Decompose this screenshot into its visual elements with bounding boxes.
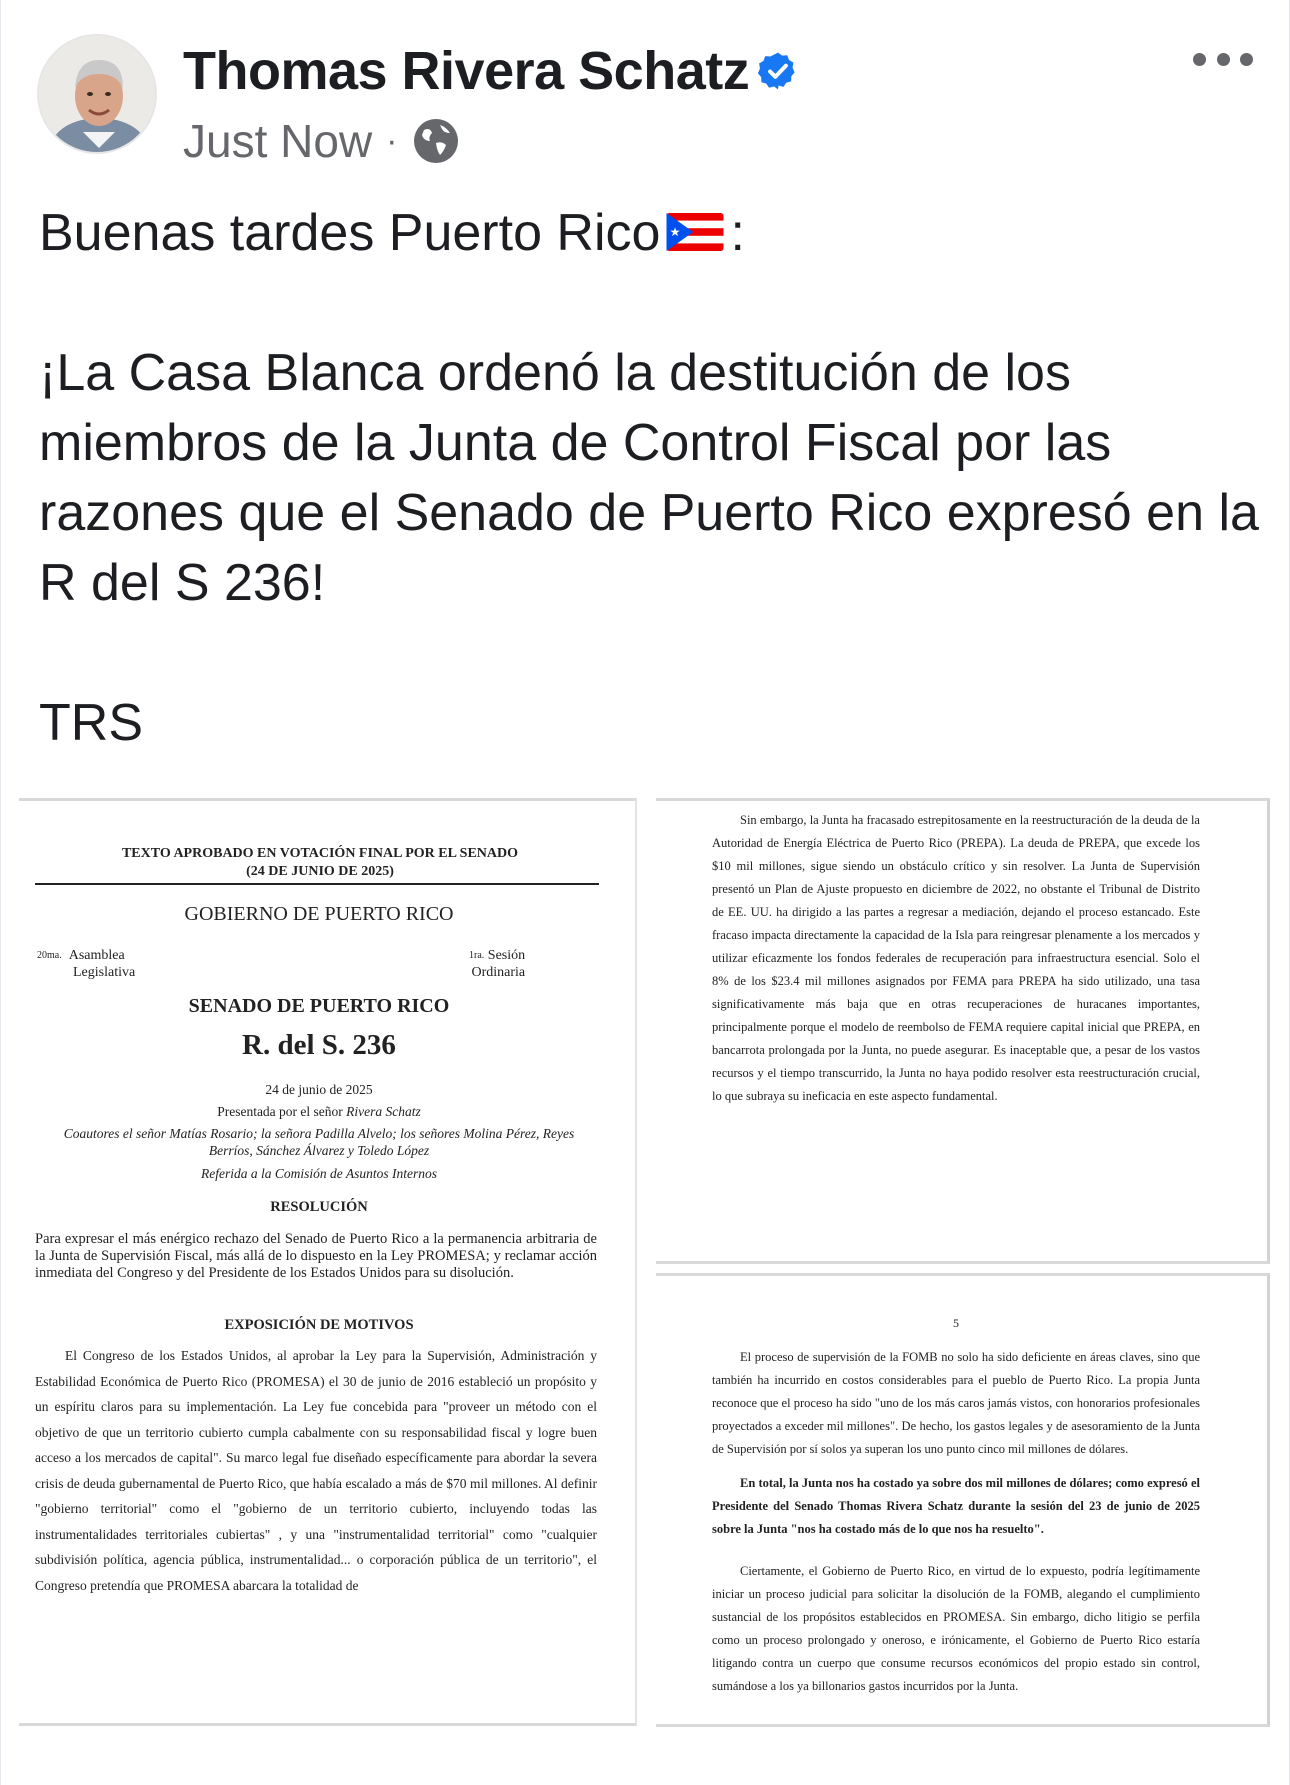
doc-divider xyxy=(35,883,599,885)
doc-presented xyxy=(19,1103,619,1120)
doc-asamblea-word: Asamblea xyxy=(68,948,125,963)
doc-presented-prefix: Presentada por el señor xyxy=(217,1104,343,1119)
doc-legislativa: Legislativa xyxy=(73,965,136,980)
author-name-text[interactable]: Thomas Rivera Schatz xyxy=(183,41,750,101)
doc-exposicion-text: El Congreso de los Estados Unidos, al aprobar la Ley para la Supervisión, Administración y Estabilidad Económica de Puerto Rico (PROMESA) el 30 de junio de 2016 estableció un propósito y un espíritu claros para su implementación. La Ley fue concebida para "proveer un método con el objetivo de que un territorio cubierto cumpla cabalmente con su responsabilidad fiscal y logre buen acceso a los mercados de capital". Su marco legal fue diseñado específicamente para abordar la severa crisis de deuda gubernamental de Puerto Rico, que había escalado a más de $70 mil millones. Al definir "gobierno territorial" como el "gobierno de un territorio cubierto, incluyendo todas las instrumentalidades territoriales cubiertas" , y una "instrumentalidad territorial" como "cualquier subdivisión política, agencia pública, instrumentalidad... o corporación pública de un territorio", el Congreso pretendía que PROMESA abarcara la totalidad de xyxy=(35,1348,597,1593)
message-spacer xyxy=(39,268,1259,338)
more-dot xyxy=(1240,53,1253,66)
message-headline: ¡La Casa Blanca ordenó la destitución de los miembros de la Junta de Control Fiscal por las razones que el Senado de Puerto Rico expresó en la R del S 236! xyxy=(39,344,1259,612)
verified-badge-icon xyxy=(757,50,799,92)
message-signature: TRS xyxy=(39,694,143,752)
doc-page-3-para-2: En total, la Junta nos ha costado ya sobre dos mil millones de dólares; como expresó el Presidente del Senado Thomas Rivera Schatz durante la sesión del 23 de junio de 2025 sobre la Junta "nos ha costado más de lo que nos ha resuelto". xyxy=(712,1476,1200,1536)
doc-senado: SENADO DE PUERTO RICO xyxy=(188,995,450,1017)
post-meta xyxy=(183,114,460,168)
doc-ordinaria: Ordinaria xyxy=(471,965,526,980)
doc-page-2-text: Sin embargo, la Junta ha fracasado estrepitosamente en la reestructuración de la deuda de la Autoridad de Energía Eléctrica de Puerto Rico (PREPA). La deuda de PREPA, que excede los $10 mil millones, sigue siendo un obstáculo crítico y sin resolver. La Junta de Supervisión presentó un Plan de Ajuste propuesto en diciembre de 2022, no obstante el Tribunal de Distrito de EE. UU. ha dirigido a las partes a regresar a mediación, dejando el proceso estancado. Este fracaso impacta directamente la capacidad de la Isla para reingresar plenamente a los mercados y utilizar eficazmente los fondos federales de recuperación para infraestructura esencial. Solo el 8% de los $23.4 mil millones asignados por FEMA para PREPA ha sido utilizado, una tasa significativamente más baja que en otras recuperaciones de huracanes importantes, principalmente porque el modelo de reembolso de FEMA requiere capital inicial que PREPA, en bancarrota prolongada por la Junta, no puede asegurar. Es inaceptable que, a pesar de los vastos recursos y el tiempo transcurrido, la Junta no haya podido resolver esta reestructuración crucial, lo que subraya su ineficacia en este aspecto fundamental. xyxy=(712,813,1200,1103)
message-greeting: Buenas tardes Puerto Rico xyxy=(39,204,661,262)
doc-resolucion-text: Para expresar el más enérgico rechazo del Senado de Puerto Rico a la permanencia arbitraria de la Junta de Supervisión Fiscal, más allá de lo dispuesto en la Ley PROMESA; y reclamar acción inmediata del Congreso y del Presidente de los Estados Unidos para su disolución. xyxy=(35,1231,597,1281)
doc-asamblea xyxy=(37,947,135,981)
doc-date: 24 de junio de 2025 xyxy=(265,1082,373,1097)
doc-page-3-para-3: Ciertamente, el Gobierno de Puerto Rico, en virtud de lo expuesto, podría legítimamente iniciar un proceso judicial para solicitar la disolución de la FOMB, alegando el cumplimiento sustancial de los propósitos establecidos en PROMESA. Sin embargo, dicho litigio se perfila como un proceso prolongado y oneroso, e irónicamente, el Gobierno de Puerto Rico estaría litigando contra un cuerpo que consume recursos económicos del propio estado sin control, sumándose a los ya billonarios gastos incurridos por la Junta. xyxy=(712,1564,1200,1693)
doc-header-title: TEXTO APROBADO EN VOTACIÓN FINAL POR EL SENADO xyxy=(121,846,519,861)
doc-asamblea-num: 20ma. xyxy=(37,950,62,961)
doc-page-3-para-1: El proceso de supervisión de la FOMB no solo ha sido deficiente en áreas claves, sino que también ha incurrido en costos considerables para el pueblo de Puerto Rico. La propia Junta reconoce que el proceso ha sido "uno de los más caros jamás vistos, con honorarios profesionales proyectados a exceder mil millones". De hecho, los gastos legales y de asesoramiento de la Junta de Supervisión por sí solos ya superan los uno punto cinco mil millones de dólares. xyxy=(712,1350,1200,1456)
doc-government: GOBIERNO DE PUERTO RICO xyxy=(184,903,454,925)
doc-header-date: (24 DE JUNIO DE 2025) xyxy=(246,864,394,879)
puerto-rico-flag-icon xyxy=(666,213,724,251)
doc-header xyxy=(35,845,605,881)
message-greeting-suffix: : xyxy=(730,204,745,262)
doc-page-number: 5 xyxy=(953,1316,959,1330)
doc-sesion-word: Sesión xyxy=(487,948,526,963)
doc-presented-by: Rivera Schatz xyxy=(346,1104,421,1119)
message-spacer xyxy=(39,618,1259,688)
author-name[interactable] xyxy=(183,40,799,102)
globe-icon[interactable] xyxy=(412,117,460,165)
doc-coauthors: Coautores el señor Matías Rosario; la señora Padilla Alvelo; los señores Molina Pérez, Reyes Berríos, Sánchez Álvarez y Toledo López xyxy=(63,1126,575,1158)
doc-exposicion-title: EXPOSICIÓN DE MOTIVOS xyxy=(224,1317,414,1333)
more-dot xyxy=(1193,53,1206,66)
more-dot xyxy=(1217,53,1230,66)
message-greeting-line xyxy=(39,198,1259,268)
doc-resolucion-title: RESOLUCIÓN xyxy=(270,1199,368,1215)
document-image-page-1[interactable] xyxy=(19,798,637,1726)
document-image-page-2[interactable] xyxy=(656,798,1270,1264)
doc-referred: Referida a la Comisión de Asuntos Internos xyxy=(201,1166,437,1181)
post-timestamp[interactable]: Just Now xyxy=(183,115,373,167)
doc-resolution-id: R. del S. 236 xyxy=(242,1029,396,1061)
author-avatar[interactable] xyxy=(37,34,157,154)
more-options-icon[interactable] xyxy=(1193,44,1253,74)
doc-sesion xyxy=(469,947,525,981)
post-message xyxy=(39,198,1259,758)
document-image-page-3[interactable] xyxy=(656,1273,1270,1727)
doc-sesion-num: 1ra. xyxy=(469,950,485,961)
meta-separator: · xyxy=(386,121,398,160)
